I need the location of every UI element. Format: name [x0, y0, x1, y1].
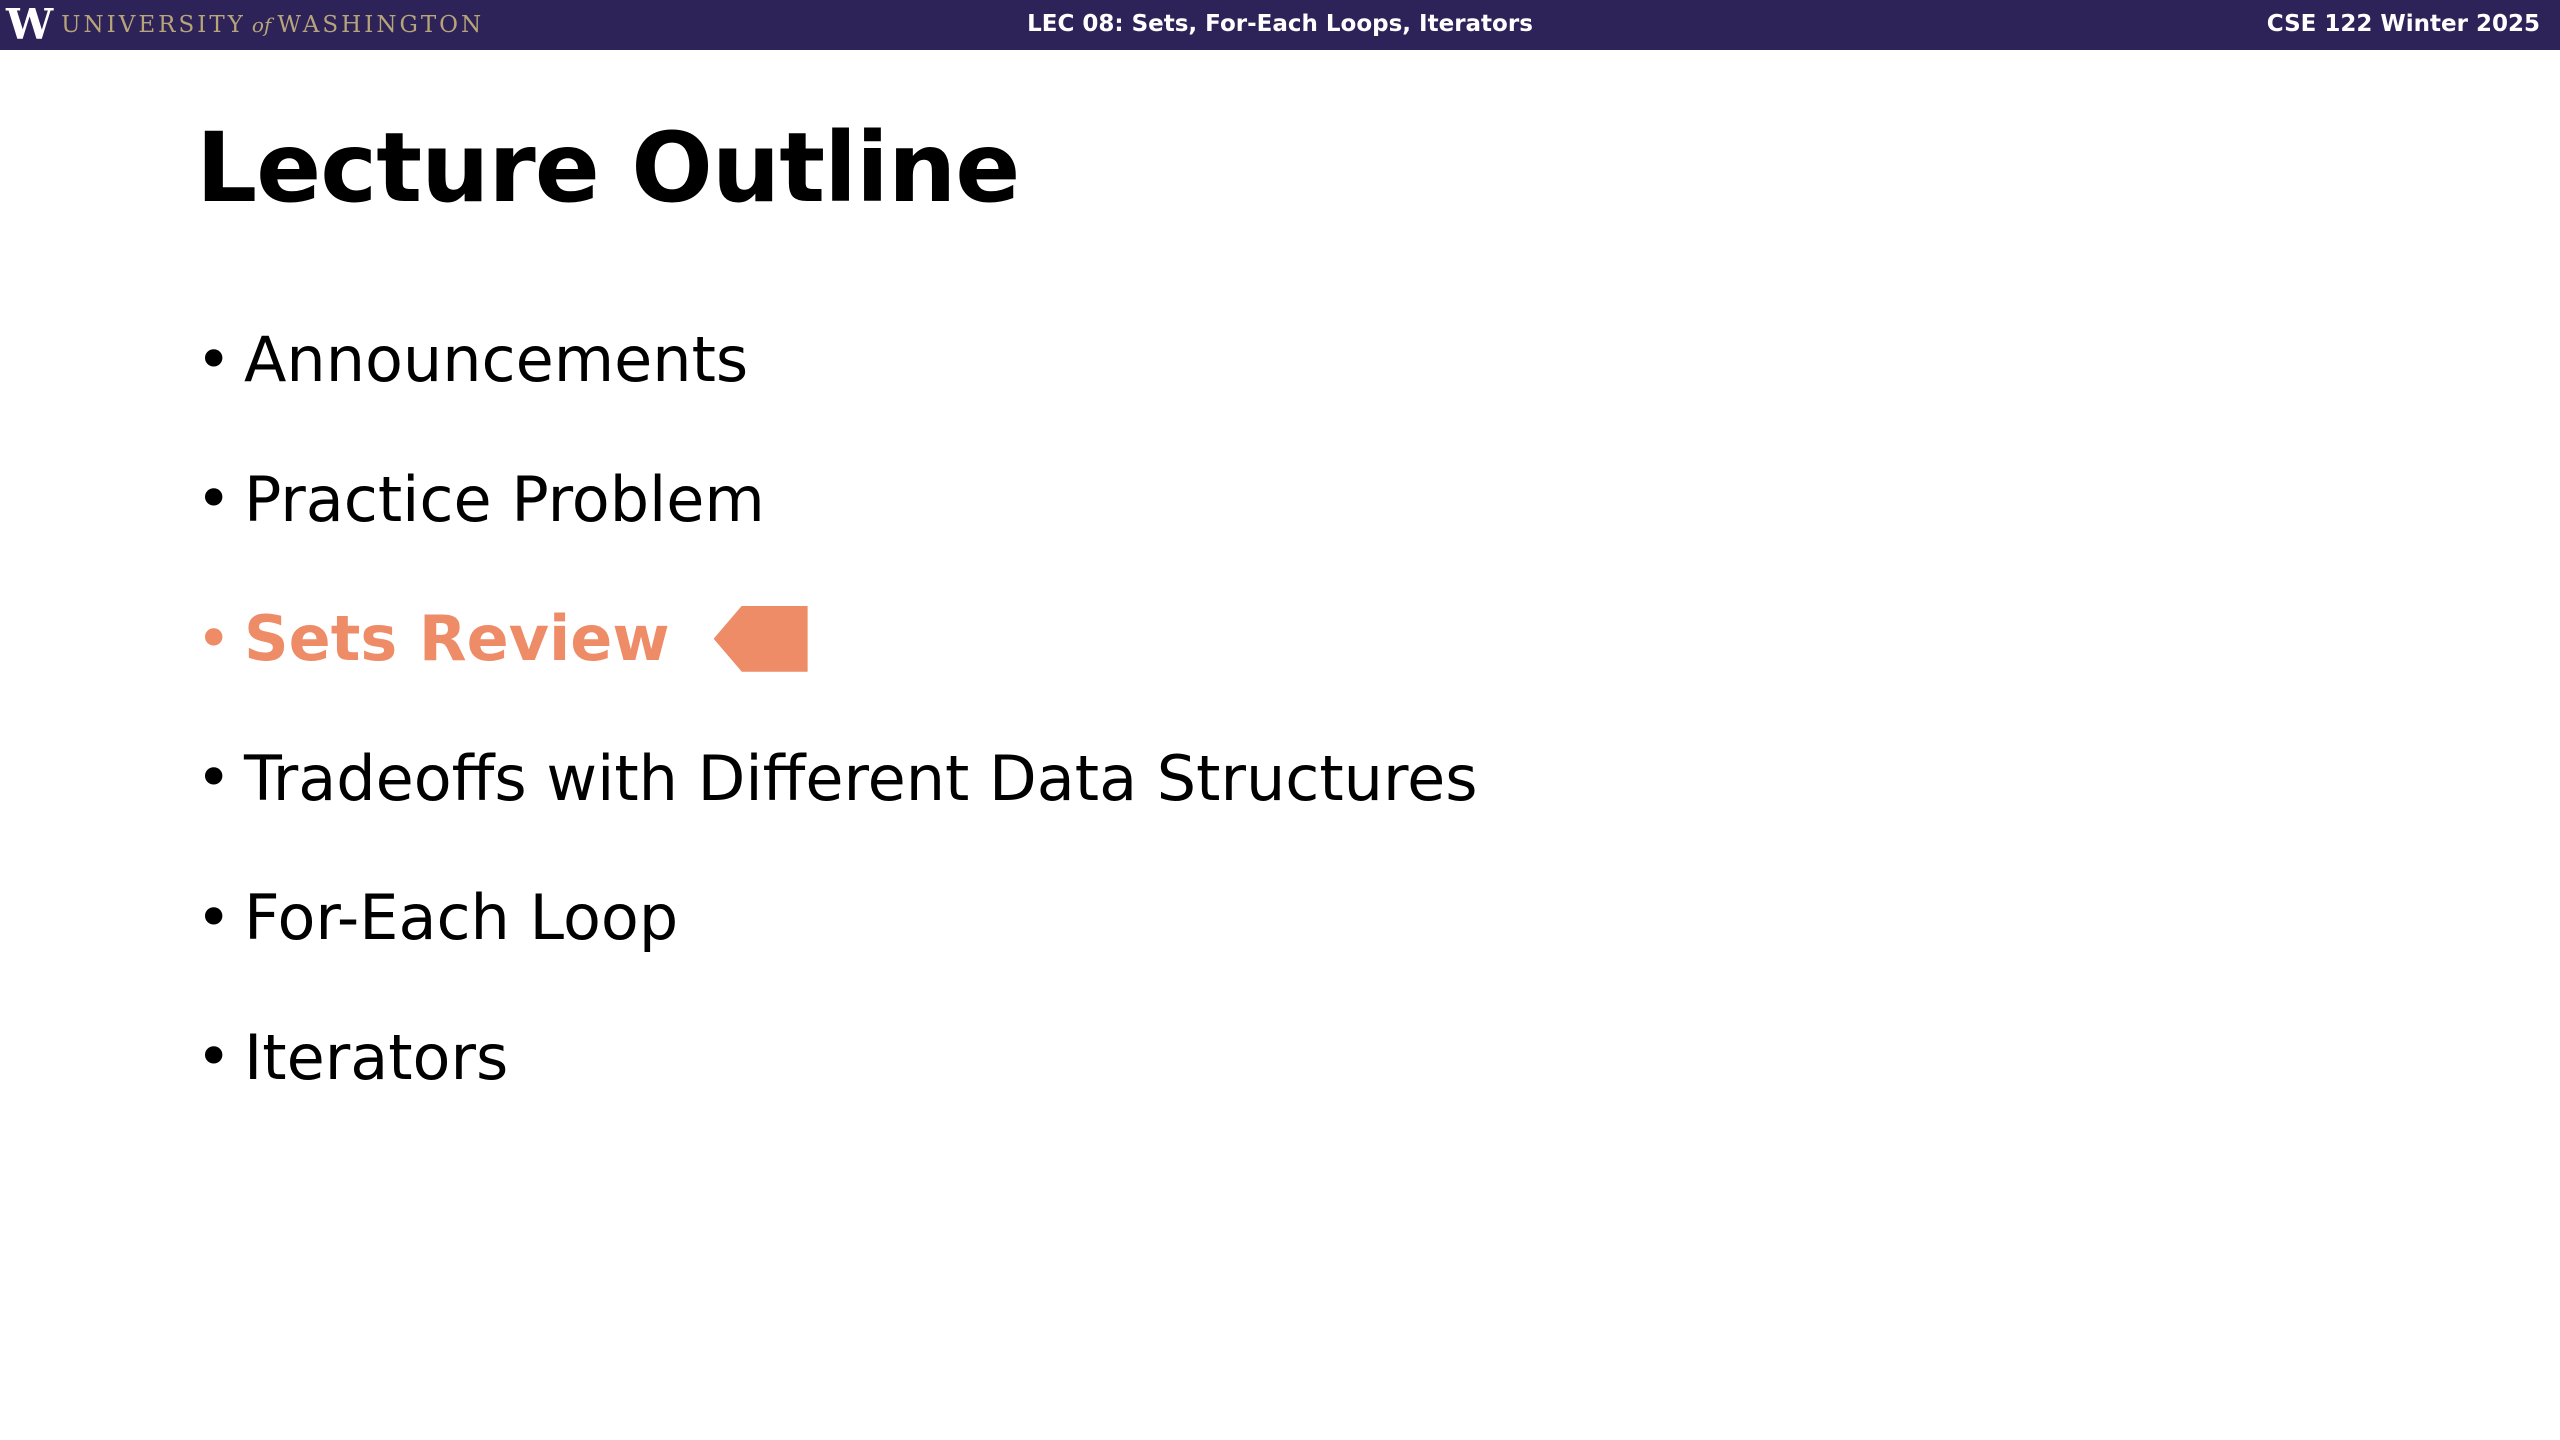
- outline-item-label: For-Each Loop: [244, 881, 679, 955]
- bullet-icon: •: [196, 1022, 232, 1093]
- bullet-icon: •: [196, 882, 232, 953]
- course-label: CSE 122 Winter 2025: [2266, 11, 2540, 37]
- bullet-icon: •: [196, 324, 232, 395]
- outline-item-label: Announcements: [244, 323, 749, 397]
- bullet-icon: •: [196, 603, 232, 674]
- outline-item-label: Tradeoffs with Different Data Structures: [244, 741, 1478, 815]
- uw-wordmark-of: of: [251, 13, 272, 37]
- uw-w-logo-icon: W: [6, 0, 54, 49]
- outline-item-announcements: [196, 290, 1478, 430]
- uw-wordmark-university: UNIVERSITY: [61, 12, 246, 38]
- header-bar: [0, 0, 2560, 50]
- outline-item-label: Practice Problem: [244, 462, 765, 536]
- outline-item-practice-problem: [196, 430, 1478, 570]
- outline-item-sets-review: [196, 569, 1478, 709]
- lecture-title: LEC 08: Sets, For-Each Loops, Iterators: [1027, 11, 1533, 37]
- bullet-icon: •: [196, 743, 232, 814]
- outline-item-label: Iterators: [244, 1020, 509, 1094]
- outline-item-tradeoffs: [196, 709, 1478, 849]
- uw-wordmark-washington: WASHINGTON: [277, 12, 485, 38]
- bullet-icon: •: [196, 464, 232, 535]
- outline-list: [196, 290, 1478, 1127]
- slide-title: Lecture Outline: [196, 112, 1020, 224]
- pointer-arrow-icon: [714, 606, 808, 672]
- outline-item-label: Sets Review: [244, 602, 670, 676]
- outline-item-iterators: [196, 988, 1478, 1128]
- outline-item-for-each-loop: [196, 848, 1478, 988]
